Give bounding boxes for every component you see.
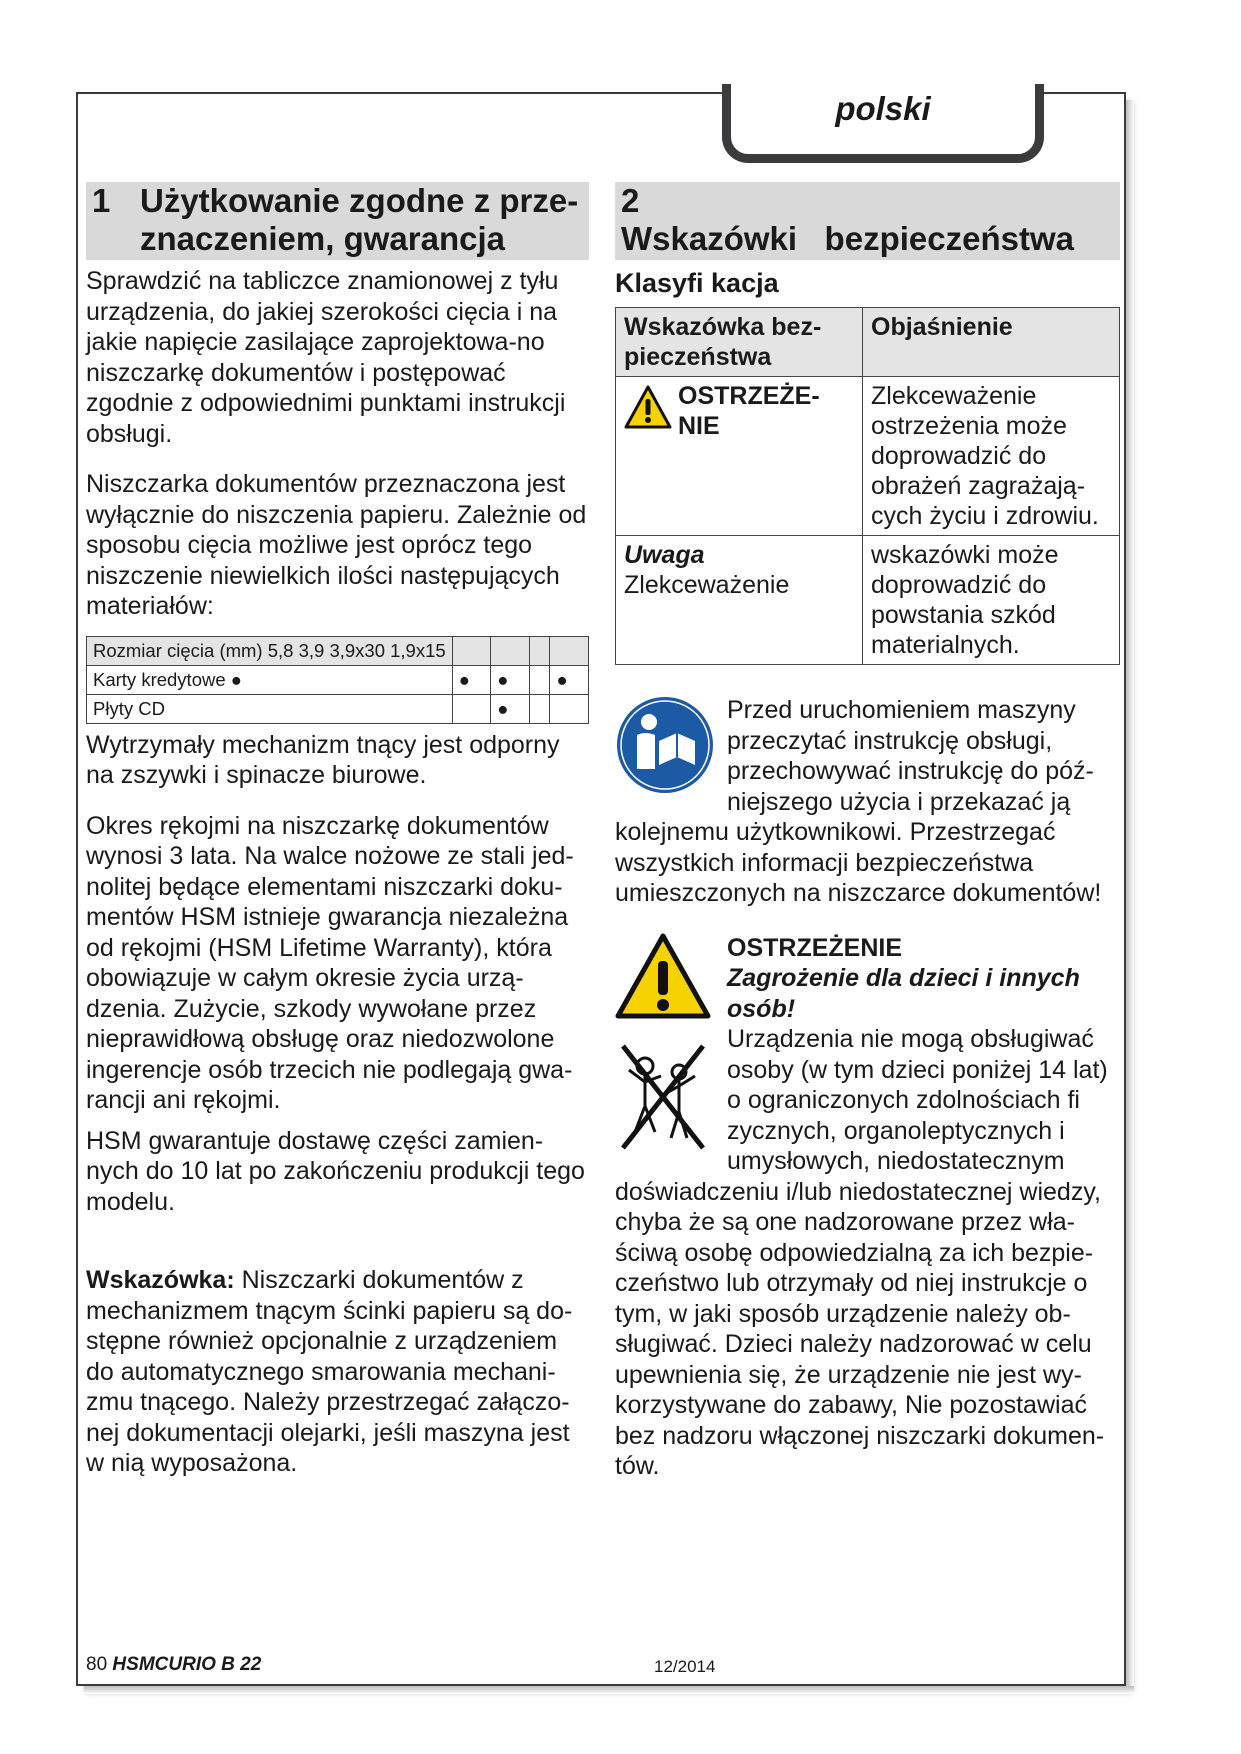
- caution-label: Uwaga: [624, 541, 705, 569]
- table-cell: ●: [491, 694, 530, 723]
- paragraph: Okres rękojmi na niszczarkę dokumentów wynosi 3 lata. Na walce nożowe ze stali jed-nolitej będące elementami niszczarki doku-mentów HSM istnieje gwarancja niezależna od rękojmi (HSM Lifetime Warranty), która obowiązuje w całym okresie życia urzą-dzenia. Zużycie, szkody wywołane przez nieprawidłową obsługę oraz niedozwolone ingerencje osób trzecich nie podlegają gwa-rancji ani rękojmi.: [86, 811, 574, 1114]
- read-manual-icon: [615, 695, 715, 795]
- table-cell: ●: [491, 665, 530, 694]
- table-cell: [616, 536, 863, 665]
- table-row: [87, 665, 589, 694]
- no-children-icon: [615, 1036, 711, 1156]
- table-cell: ●: [452, 665, 491, 694]
- table-cell: ●: [550, 665, 589, 694]
- table-cell: wskazówki może doprowadzić do powstania szkód materialnych.: [863, 536, 1120, 665]
- table-cell: Rozmiar cięcia (mm) 5,8 3,9 3,9x30 1,9x15: [87, 636, 453, 665]
- table-cell: [529, 694, 550, 723]
- note-label: Wskazówka:: [86, 1266, 235, 1294]
- children-warning-block: [615, 933, 1120, 1482]
- section-number: 1: [92, 182, 111, 219]
- warning-heading: OSTRZEŻENIE: [727, 933, 903, 962]
- table-cell: [529, 665, 550, 694]
- note-paragraph: [86, 1265, 589, 1479]
- table-cell: Karty kredytowe ●: [87, 665, 453, 694]
- table-row: [87, 694, 589, 723]
- table-row: [616, 377, 1120, 536]
- table-cell: Zlekceważenie ostrzeżenia może doprowadzić do obrażeń zagrażają-cych życiu i zdrowiu.: [863, 377, 1120, 536]
- paragraph: Sprawdzić na tabliczce znamionowej z tyłu urządzenia, do jakiej szerokości cięcia i na jakie napięcie zasilające zaprojektowa-no niszczarkę dokumentów i postępować zgodnie z odpowiednimi punktami instrukcji obsługi.: [86, 267, 566, 448]
- table-cell: [616, 377, 863, 536]
- paragraph: Wytrzymały mechanizm tnący jest odporny na zszywki i spinacze biurowe.: [86, 730, 560, 789]
- language-tab: [722, 84, 1044, 163]
- paragraph: HSM gwarantuje dostawę części zamien-nych do 10 lat po zakończeniu produkcji tego modelu.: [86, 1126, 585, 1216]
- section-1-heading: [86, 182, 589, 260]
- note-text: Niszczarki dokumentów z mechanizmem tnącym ścinki papieru są do-stępne również opcjonalnie z urządzeniem do automatycznego smarowania mechani-zmu tnącego. Należy przestrzegać załączo-nej dokumentacji olejarki, jeśli maszyna jest w nią wyposażona.: [86, 1266, 573, 1477]
- page-number: 80: [86, 1654, 108, 1675]
- warning-text: Urządzenia nie mogą obsługiwać osoby (w tym dzieci poniżej 14 lat) o ograniczonych zdolnościach fi zycznych, organoleptycznych i umysłowych, niedostatecznym doświadczeniu i/lub niedostatecznej wiedzy, chyba że są one nadzorowane przez wła-ściwą osobę odpowiedzialną za ich bezpie-czeństwo lub otrzymały od niej instrukcje o tym, w jaki sposób urządzenie należy ob-sługiwać. Dzieci należy nadzorować w celu upewnienia się, że urządzenie nie jest wy-korzystywane do zabawy, Nie pozostawiać bez nadzoru włączonej niszczarki dokumen-tów.: [615, 1025, 1108, 1480]
- table-cell: [550, 694, 589, 723]
- warning-icons: [615, 933, 715, 1164]
- read-manual-block: [615, 695, 1120, 909]
- section-1: [86, 182, 589, 1479]
- language-label: polski: [835, 90, 931, 127]
- table-cell: Płyty CD: [87, 694, 453, 723]
- warning-triangle-icon: [624, 385, 672, 429]
- cut-size-table: [86, 636, 589, 724]
- model-name: CURIO B 22: [154, 1654, 262, 1675]
- table-row: [616, 536, 1120, 665]
- table-cell: Wskazówka bez-pieczeństwa: [616, 308, 863, 377]
- caution-label-rest: Zlekceważenie: [624, 571, 790, 599]
- section-2: [615, 182, 1120, 1482]
- section-number: 2: [621, 182, 640, 219]
- manual-text: Przed uruchomieniem maszyny przeczytać instrukcję obsługi, przechowywać instrukcję do póź-niejszego użycia i przekazać ją kolejnemu użytkownikowi. Przestrzegać wszystkich informacji bezpieczeństwa umieszczonych na niszczarce dokumentów!: [615, 696, 1102, 907]
- warning-triangle-icon: [615, 933, 711, 1019]
- heading-line: Użytkowanie zgodne z prze-: [140, 182, 579, 219]
- table-header-row: [87, 636, 589, 665]
- brand-logo: HSM: [112, 1654, 155, 1675]
- warning-label: OSTRZEŻE-NIE: [678, 382, 820, 440]
- page-footer: [86, 1654, 261, 1676]
- table-cell: [452, 636, 491, 665]
- table-cell: [529, 636, 550, 665]
- paragraph: Niszczarka dokumentów przeznaczona jest wyłącznie do niszczenia papieru. Zależnie od sposobu cięcia możliwe jest oprócz tego niszczenie niewielkich ilości następujących materiałów:: [86, 470, 587, 620]
- table-cell: Objaśnienie: [863, 308, 1120, 377]
- heading-line: znaczeniem, gwarancja: [140, 220, 505, 257]
- table-cell: [491, 636, 530, 665]
- frame-shadow: [84, 1686, 1134, 1694]
- heading-line: Wskazówki bezpieczeństwa: [621, 220, 1074, 257]
- footer-date: 12/2014: [654, 1657, 716, 1676]
- classification-heading: Klasyfi kacja: [615, 268, 779, 298]
- frame-shadow: [1126, 100, 1134, 1694]
- warning-subheading: Zagrożenie dla dzieci i innych osób!: [727, 964, 1080, 1023]
- table-header-row: [616, 308, 1120, 377]
- table-cell: [452, 694, 491, 723]
- table-cell: [550, 636, 589, 665]
- safety-classification-table: [615, 307, 1120, 665]
- section-2-heading: [615, 182, 1120, 260]
